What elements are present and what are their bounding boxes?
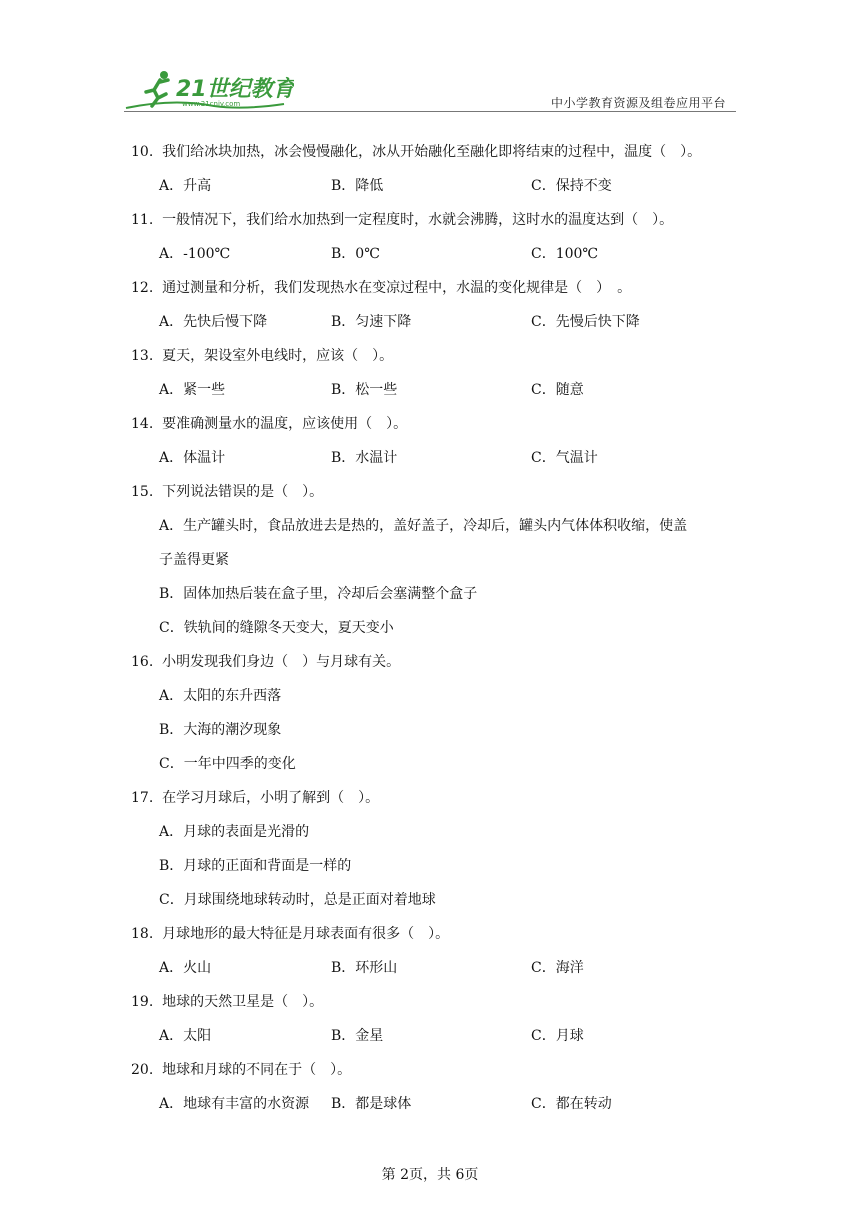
question-text: 通过测量和分析，我们发现热水在变凉过程中，水温的变化规律是（ ） 。 xyxy=(162,280,632,296)
question-number: 14. xyxy=(131,416,154,432)
question-text: 下列说法错误的是（ ）。 xyxy=(162,484,324,500)
option-line: 子盖得更紧 xyxy=(159,552,229,568)
question-text: 地球和月球的不同在于（ ）。 xyxy=(162,1062,352,1078)
option-c: C．都在转动 xyxy=(531,1096,612,1112)
option-c: C．先慢后快下降 xyxy=(531,314,640,330)
option-c: C．100℃ xyxy=(531,246,599,262)
option-a: A．火山 xyxy=(159,960,212,976)
option-c: C．气温计 xyxy=(531,450,598,466)
question-stem xyxy=(131,1059,751,1093)
option-b: B．环形山 xyxy=(331,960,398,976)
option-c: C．保持不变 xyxy=(531,178,612,194)
question-number: 16. xyxy=(131,654,154,670)
question-number: 18. xyxy=(131,926,154,942)
question-list xyxy=(131,141,751,1127)
option-c: C．海洋 xyxy=(531,960,584,976)
question-text: 我们给冰块加热，冰会慢慢融化，冰从开始融化至融化即将结束的过程中，温度（ ）。 xyxy=(162,144,702,160)
option-line: A．月球的表面是光滑的 xyxy=(159,824,310,840)
header-tagline: 中小学教育资源及组卷应用平台 xyxy=(550,96,726,110)
option-a: A．先快后慢下降 xyxy=(159,314,268,330)
question-text: 在学习月球后，小明了解到（ ）。 xyxy=(162,790,380,806)
option-a: A．升高 xyxy=(159,178,212,194)
option-b: B．松一些 xyxy=(331,382,398,398)
option-a: A．-100℃ xyxy=(159,246,231,262)
option-row xyxy=(131,379,751,413)
question-text: 夏天，架设室外电线时，应该（ ）。 xyxy=(162,348,394,364)
option-b: B．匀速下降 xyxy=(331,314,412,330)
question-number: 20. xyxy=(131,1062,154,1078)
question-number: 17. xyxy=(131,790,154,806)
question-number: 10. xyxy=(131,144,154,160)
question-text: 月球地形的最大特征是月球表面有很多（ ）。 xyxy=(162,926,450,942)
option-b: B．0℃ xyxy=(331,246,380,262)
question-stem xyxy=(131,991,751,1025)
question-stem xyxy=(131,413,751,447)
option-b: B．水温计 xyxy=(331,450,398,466)
site-logo xyxy=(124,68,294,112)
option-a: A．地球有丰富的水资源 xyxy=(159,1096,310,1112)
option-c: C．随意 xyxy=(531,382,584,398)
question-stem xyxy=(131,277,751,311)
option-c: C．月球 xyxy=(531,1028,584,1044)
svg-text:21世纪教育: 21世纪教育 xyxy=(176,77,294,102)
question-stem xyxy=(131,345,751,379)
option-a: A．体温计 xyxy=(159,450,226,466)
question-text: 要准确测量水的温度，应该使用（ ）。 xyxy=(162,416,408,432)
question-text: 地球的天然卫星是（ ）。 xyxy=(162,994,324,1010)
option-b: B．降低 xyxy=(331,178,384,194)
option-b: B．都是球体 xyxy=(331,1096,412,1112)
svg-text:www.21cnjy.com: www.21cnjy.com xyxy=(182,100,241,108)
question-text: 一般情况下，我们给水加热到一定程度时，水就会沸腾，这时水的温度达到（ ）。 xyxy=(162,212,674,228)
option-row xyxy=(131,957,751,991)
option-row xyxy=(131,1093,751,1127)
option-row xyxy=(131,175,751,209)
question-stem xyxy=(131,923,751,957)
question-stem xyxy=(131,209,751,243)
option-a: A．紧一些 xyxy=(159,382,226,398)
header-divider xyxy=(124,111,736,112)
question-stem xyxy=(131,141,751,175)
question-number: 13. xyxy=(131,348,154,364)
option-row xyxy=(131,243,751,277)
option-row xyxy=(131,1025,751,1059)
question-stem xyxy=(131,787,751,821)
option-row xyxy=(131,447,751,481)
option-a: A．太阳 xyxy=(159,1028,212,1044)
option-line: C．月球围绕地球转动时，总是正面对着地球 xyxy=(159,892,436,908)
page-number: 第 2页，共 6页 xyxy=(381,1167,479,1183)
option-line: B．固体加热后装在盒子里，冷却后会塞满整个盒子 xyxy=(159,586,478,602)
option-row xyxy=(131,311,751,345)
option-line: A．太阳的东升西落 xyxy=(159,688,282,704)
question-number: 19. xyxy=(131,994,154,1010)
question-number: 11. xyxy=(131,212,154,228)
question-text: 小明发现我们身边（ ）与月球有关。 xyxy=(162,654,401,670)
option-line: B．月球的正面和背面是一样的 xyxy=(159,858,352,874)
question-stem xyxy=(131,651,751,685)
question-number: 12. xyxy=(131,280,154,296)
option-b: B．金星 xyxy=(331,1028,384,1044)
option-line: C．一年中四季的变化 xyxy=(159,756,296,772)
option-line: A．生产罐头时，食品放进去是热的，盖好盖子，冷却后，罐头内气体体积收缩，使盖 xyxy=(159,518,688,534)
question-stem xyxy=(131,481,751,515)
option-line: C．铁轨间的缝隙冬天变大，夏天变小 xyxy=(159,620,394,636)
option-line: B．大海的潮汐现象 xyxy=(159,722,282,738)
question-number: 15. xyxy=(131,484,154,500)
page-header xyxy=(124,66,736,114)
